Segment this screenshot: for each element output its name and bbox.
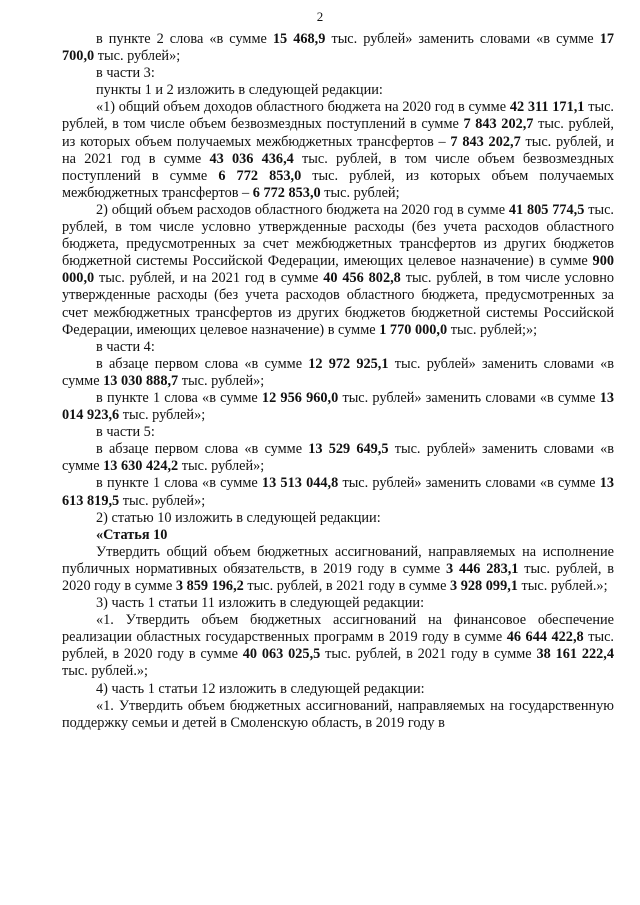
text-run: тыс. рублей, в том числе объем безвозмездных поступлений в сумме [62,150,614,184]
bold-text: 7 843 202,7 [463,116,534,133]
text-run: пункты 1 и 2 изложить в следующей редакции: [96,82,383,99]
paragraph [62,390,614,424]
paragraph [62,31,614,65]
paragraph [62,475,614,509]
text-run: тыс. рублей»; [119,492,206,509]
text-run: 4) часть 1 статьи 12 изложить в следующей редакции: [96,680,425,697]
text-run: тыс. рублей» заменить словами «в сумме [338,389,600,406]
text-run: Утвердить общий объем бюджетных ассигнований, направляемых на исполнение публичных нормативных обязательств, в 2019 году в сумме [62,543,614,577]
text-run: тыс. рублей, в 2020 году в сумме [62,560,614,594]
text-run: в части 4: [96,338,155,355]
text-run: тыс. рублей, и на 2021 год в сумме [62,133,614,167]
paragraph [62,612,614,680]
paragraph [62,82,614,99]
text-run: 3) часть 1 статьи 11 изложить в следующей редакции: [96,595,425,612]
paragraph [62,698,614,732]
bold-text: 6 772 853,0 [218,167,302,184]
paragraph [62,681,614,698]
text-run: 2) общий объем расходов областного бюджета на 2020 год в сумме [96,201,509,218]
bold-text: 13 630 424,2 [103,458,179,475]
text-run: тыс. рублей, в том числе условно утвержденные расходы (без учета расходов областного бюджета, предусмотренных за счет межбюджетных трансфертов из других бюджетов бюджетной системы Российской Федерации, имеющих целевое назначение) в сумме [62,270,614,338]
bold-text: 6 772 853,0 [252,184,321,201]
text-run: тыс. рублей, в том числе объем безвозмездных поступлений в сумме [62,99,614,133]
text-run: тыс. рублей;»; [447,321,538,338]
bold-text: 13 030 888,7 [103,372,179,389]
bold-text: 13 513 044,8 [261,475,339,492]
paragraph [62,544,614,595]
bold-text: «Статья 10 [96,526,168,543]
text-run: тыс. рублей»; [94,48,181,65]
bold-text: 13 014 923,6 [62,389,615,424]
text-run: в абзаце первом слова «в сумме [96,441,309,458]
text-run: тыс. рублей» заменить словами «в сумме [338,475,600,492]
paragraph [62,424,614,441]
text-run: «1. Утвердить объем бюджетных ассигнований на финансовое обеспечение реализации областных государственных программ в 2019 году в сумме [62,612,614,646]
text-run: тыс. рублей.»; [517,578,608,594]
text-run: в пункте 1 слова «в сумме [96,389,262,406]
page-number: 2 [316,9,324,24]
paragraph [62,356,614,390]
text-run: тыс. рублей, в том числе условно утвержденные расходы (без учета расходов областного бюджета, предусмотренных за счет межбюджетных трансфертов из других бюджетов бюджетной системы Российской Федерации, имеющих целевое назначение) в сумме [62,201,614,270]
text-run: тыс. рублей» заменить словами «в сумме [62,355,614,389]
bold-text: 3 928 099,1 [450,578,518,594]
bold-text: 42 311 171,1 [509,99,585,116]
paragraph [62,595,614,612]
paragraph [62,339,614,356]
text-run: в абзаце первом слова «в сумме [96,355,309,372]
text-run: тыс. рублей»; [178,458,265,475]
text-run: тыс. рублей» заменить словами «в сумме [62,441,614,475]
bold-text: 15 468,9 [272,31,326,47]
bold-text: 3 446 283,1 [446,560,519,577]
text-run: тыс. рублей, из которых объем получаемых межбюджетных трансфертов – [62,167,614,201]
bold-text: 1 770 000,0 [379,321,448,338]
bold-text: 17 700,0 [62,31,614,65]
bold-text: 41 805 774,5 [508,201,585,218]
text-run: тыс. рублей»; [119,407,206,424]
document-body [62,31,614,732]
text-run: 2) статью 10 изложить в следующей редакции: [96,509,381,526]
paragraph [62,99,614,202]
text-run: тыс. рублей.»; [62,663,149,680]
bold-text: 12 956 960,0 [261,389,339,406]
paragraph [62,527,614,544]
text-run: в пункте 1 слова «в сумме [96,475,262,492]
bold-text: 7 843 202,7 [450,133,521,150]
text-run: тыс. рублей, в 2020 году в сумме [62,629,614,663]
bold-text: 13 613 819,5 [62,475,615,509]
bold-text: 40 456 802,8 [323,270,401,287]
text-run: тыс. рублей»; [178,372,265,389]
text-run: тыс. рублей; [320,184,400,201]
text-run: «1. Утвердить объем бюджетных ассигнований, направляемых на государственную поддержку семьи и детей в Смоленскую область, в 2019 году в [62,697,614,731]
text-run: тыс. рублей, в 2021 году в сумме [320,646,537,663]
text-run: в части 3: [96,65,155,82]
text-run: в части 5: [96,424,155,441]
bold-text: 43 036 436,4 [209,150,294,167]
text-run: в пункте 2 слова «в сумме [96,31,273,47]
paragraph [62,202,614,339]
bold-text: 13 529 649,5 [308,441,389,458]
text-run: тыс. рублей, из которых объем получаемых межбюджетных трансфертов – [62,116,614,150]
bold-text: 12 972 925,1 [308,355,389,372]
bold-text: 46 644 422,8 [506,629,584,646]
bold-text: 40 063 025,5 [242,646,321,663]
bold-text: 3 859 196,2 [175,578,244,594]
text-run: «1) общий объем доходов областного бюджета на 2020 год в сумме [96,99,510,116]
bold-text: 38 161 222,4 [536,646,615,663]
text-run: тыс. рублей» заменить словами «в сумме [325,31,600,47]
paragraph [62,65,614,82]
text-run: тыс. рублей, и на 2021 год в сумме [94,270,324,287]
text-run: тыс. рублей, в 2021 году в сумме [243,578,451,594]
paragraph [62,441,614,475]
bold-text: 900 000,0 [62,253,614,287]
paragraph [62,510,614,527]
